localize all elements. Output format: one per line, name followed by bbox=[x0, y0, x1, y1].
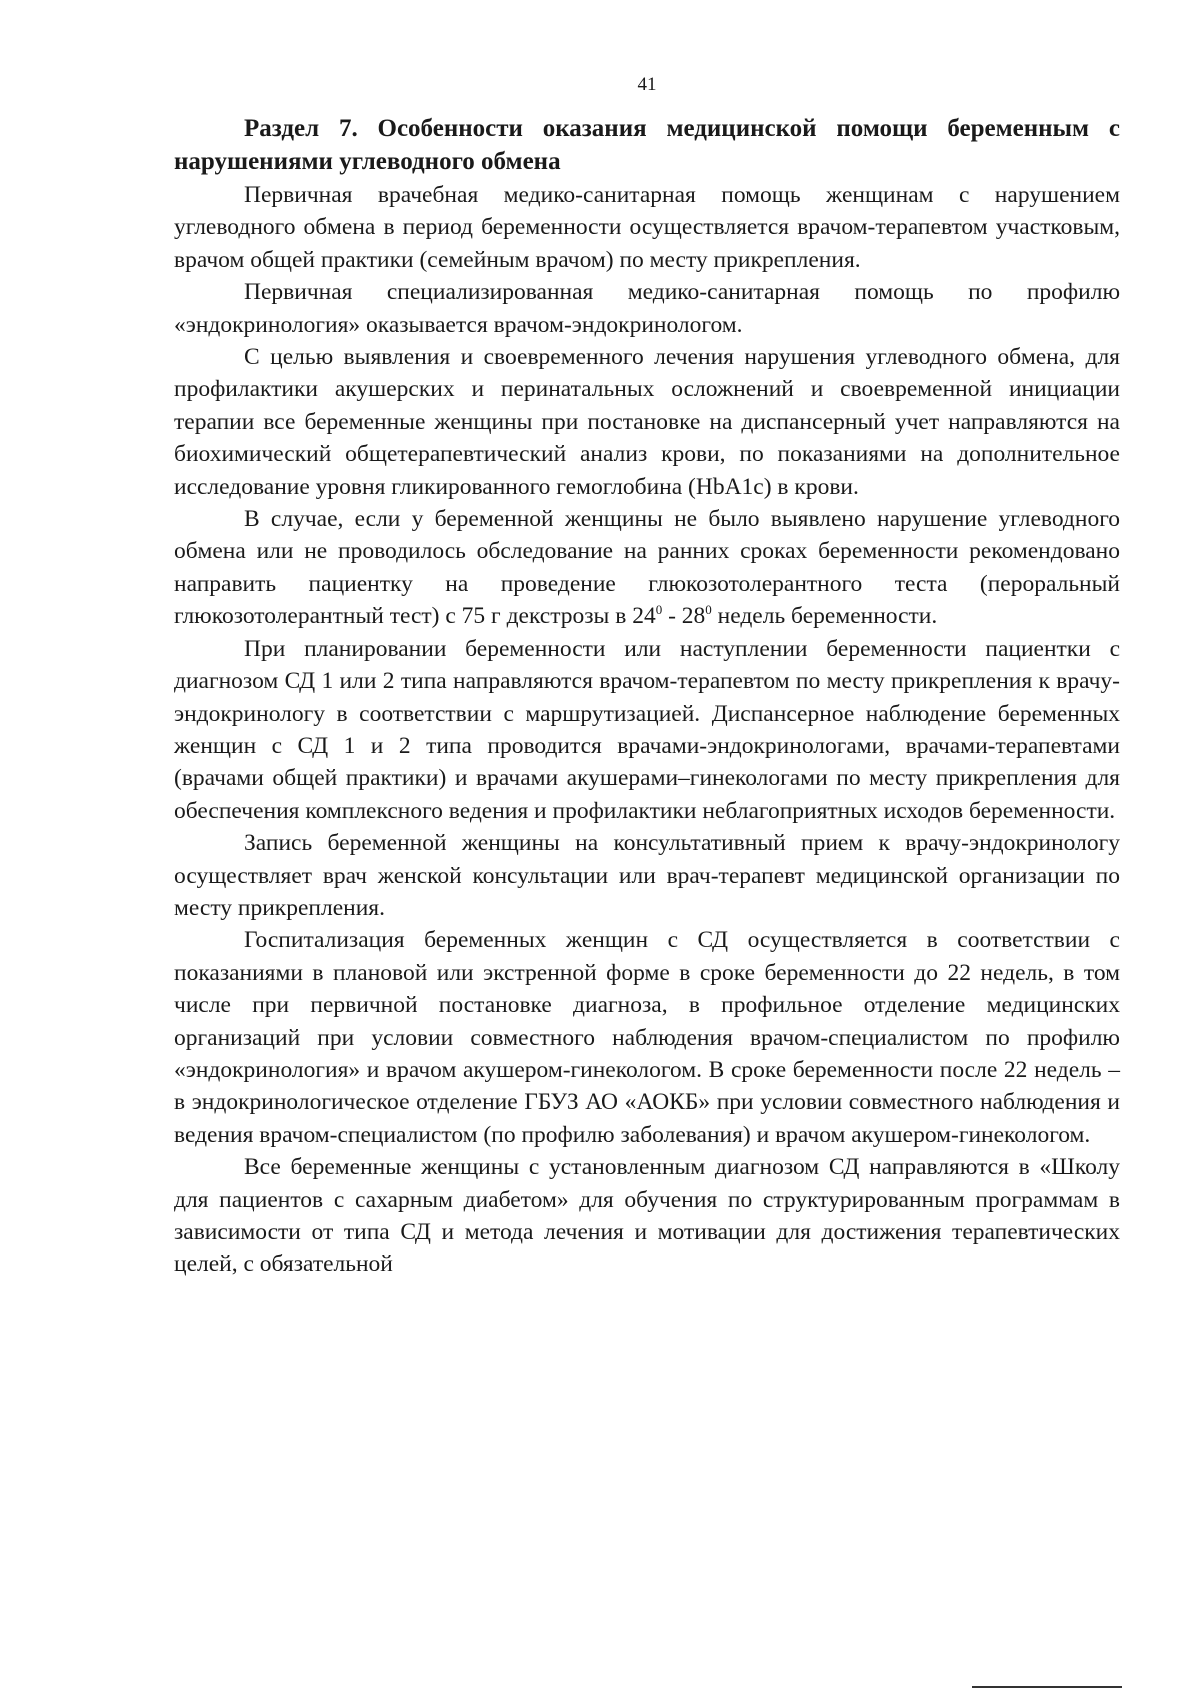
week-superscript-2: 0 bbox=[705, 602, 712, 618]
section-heading: Раздел 7. Особенности оказания медицинской помощи беременным с нарушениями углеводного обмена bbox=[174, 115, 1120, 175]
glucose-text-after: недель беременности. bbox=[711, 603, 938, 630]
week-superscript-1: 0 bbox=[655, 602, 663, 618]
paragraph-specialized-care: Первичная специализированная медико-санитарная помощь по профилю «эндокринология» оказывается врачом-эндокринологом. bbox=[174, 279, 1120, 338]
footer-rule bbox=[972, 1686, 1122, 1688]
paragraph-glucose-test bbox=[174, 503, 1120, 633]
paragraph-primary-care: Первичная врачебная медико-санитарная помощь женщинам с нарушением углеводного обмена в период беременности осуществляется врачом-терапевтом участковым, врачом общей практики (семейным врачом) по месту прикрепления. bbox=[174, 182, 1120, 273]
paragraph-screening: С целью выявления и своевременного лечения нарушения углеводного обмена, для профилактики акушерских и перинатальных осложнений и своевременной инициации терапии все беременные женщины при постановке на диспансерный учет направляются на биохимический общетерапевтический анализ крови, по показаниями на дополнительное исследование уровня гликированного гемоглобина (HbA1c) в крови. bbox=[174, 344, 1120, 500]
glucose-text-before: В случае, если у беременной женщины не было выявлено нарушение углеводного обмена или не проводилось обследование на ранних сроках беременности рекомендовано направить пациентку на проведение глюкозотолерантного теста (пероральный глюкозотолерантный тест) с 75 г декстрозы в 24 bbox=[174, 506, 1120, 630]
section-content bbox=[174, 112, 1120, 1281]
page-number: 41 bbox=[637, 74, 657, 95]
paragraph-consultation: Запись беременной женщины на консультативный прием к врачу-эндокринологу осуществляет врач женской консультации или врач-терапевт медицинской организации по месту прикрепления. bbox=[174, 830, 1120, 921]
paragraph-hospitalization: Госпитализация беременных женщин с СД осуществляется в соответствии с показаниями в плановой или экстренной форме в сроке беременности до 22 недель, в том числе при первичной постановке диагноза, в профильное отделение медицинских организаций при условии совместного наблюдения врачом-специалистом по профилю «эндокринология» и врачом акушером-гинекологом. В сроке беременности после 22 недель – в эндокринологическое отделение ГБУЗ АО «АОКБ» при условии совместного наблюдения и ведения врачом-специалистом (по профилю заболевания) и врачом акушером-гинекологом. bbox=[174, 927, 1120, 1148]
glucose-text-middle: - 28 bbox=[662, 603, 706, 630]
paragraph-diabetes-school: Все беременные женщины с установленным диагнозом СД направляются в «Школу для пациентов с сахарным диабетом» для обучения по структурированным программам в зависимости от типа СД и метода лечения и мотивации для достижения терапевтических целей, с обязательной bbox=[174, 1154, 1120, 1278]
paragraph-planning: При планировании беременности или наступлении беременности пациентки с диагнозом СД 1 или 2 типа направляются врачом-терапевтом по месту прикрепления к врачу-эндокринологу в соответствии с маршрутизацией. Диспансерное наблюдение беременных женщин с СД 1 и 2 типа проводится врачами-эндокринологами, врачами-терапевтами (врачами общей практики) и врачами акушерами–гинекологами по месту прикрепления для обеспечения комплексного ведения и профилактики неблагоприятных исходов беременности. bbox=[174, 635, 1120, 824]
